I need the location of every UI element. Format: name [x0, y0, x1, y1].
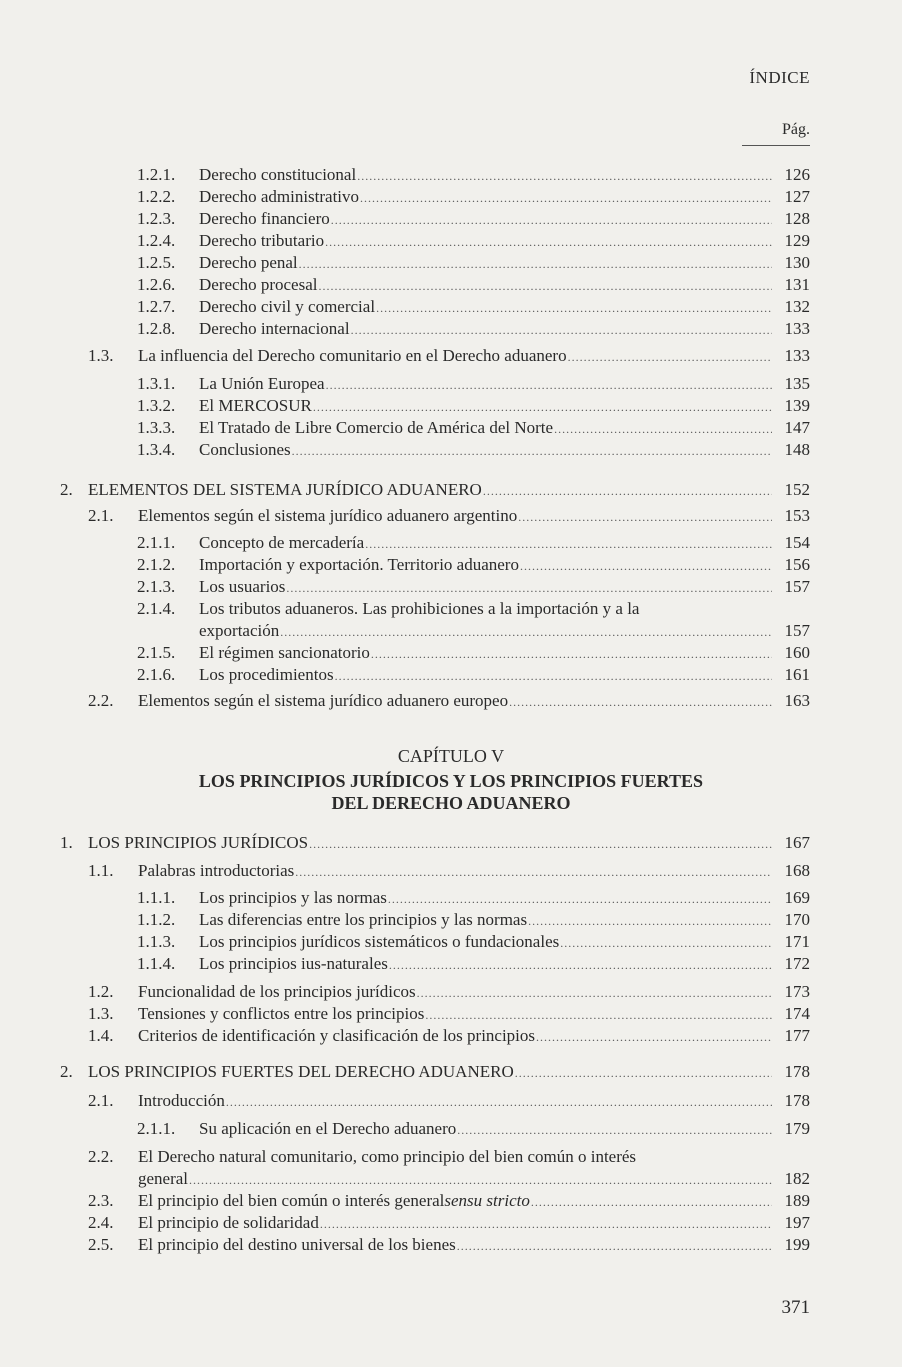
- dot-leader: [520, 555, 772, 577]
- dot-leader: [286, 577, 772, 599]
- toc-entry-page: 167: [784, 833, 810, 852]
- dot-leader: [309, 833, 772, 855]
- toc-entry: [137, 576, 810, 599]
- toc-entry: [137, 887, 810, 910]
- toc-entry-number: 1.1.4.: [137, 954, 176, 973]
- dot-leader: [509, 691, 772, 713]
- dot-leader: [371, 643, 772, 665]
- dot-leader: [389, 954, 772, 976]
- toc-entry: [137, 909, 810, 932]
- toc-entry-page: 174: [784, 1004, 810, 1023]
- toc-entry-page: 128: [784, 209, 810, 228]
- dot-leader: [360, 187, 772, 209]
- dot-leader: [457, 1119, 772, 1141]
- dot-leader: [365, 533, 772, 555]
- dot-leader: [313, 396, 772, 418]
- toc-entry: [88, 1090, 810, 1113]
- dot-leader: [560, 932, 772, 954]
- toc-entry: [137, 642, 810, 665]
- dot-leader: [292, 440, 772, 462]
- toc-entry-title: Derecho administrativo: [199, 187, 360, 206]
- toc-entry: [137, 395, 810, 418]
- toc-entry-number: 1.2.4.: [137, 231, 176, 250]
- toc-entry-title: Importación y exportación. Territorio aduanero: [199, 555, 519, 574]
- toc-entry-title: El régimen sancionatorio: [199, 643, 370, 662]
- toc-entry-title: Derecho tributario: [199, 231, 325, 250]
- toc-entry-title: Los tributos aduaneros. Las prohibiciones a la importación y a la: [199, 599, 640, 618]
- toc-entry: [137, 1118, 810, 1141]
- toc-entry-title: LOS PRINCIPIOS FUERTES DEL DERECHO ADUANERO: [88, 1062, 514, 1081]
- dot-leader: [417, 982, 772, 1004]
- dot-leader: [515, 1062, 772, 1084]
- toc-entry-title: Los usuarios: [199, 577, 286, 596]
- toc-entry-title: Las diferencias entre los principios y las normas: [199, 910, 528, 929]
- toc-entry-number: 1.: [60, 833, 73, 852]
- toc-entry-page: 189: [784, 1191, 810, 1210]
- toc-entry: [137, 186, 810, 209]
- dot-leader: [226, 1091, 772, 1113]
- dot-leader: [318, 275, 772, 297]
- toc-entry: [137, 554, 810, 577]
- toc-entry-number: 1.2.3.: [137, 209, 176, 228]
- toc-entry-page: 182: [784, 1169, 810, 1188]
- toc-entry-title: Derecho financiero: [199, 209, 330, 228]
- toc-entry-title-italic: sensu stricto: [444, 1191, 530, 1210]
- toc-entry-title: Elementos según el sistema jurídico aduanero argentino: [138, 506, 518, 525]
- dot-leader: [457, 1235, 772, 1257]
- toc-entry: [88, 345, 810, 368]
- toc-entry-number: 1.1.2.: [137, 910, 176, 929]
- toc-entry-title: Conclusiones: [199, 440, 291, 459]
- toc-entry: [199, 620, 810, 643]
- toc-entry-page: 135: [784, 374, 810, 393]
- toc-entry: [137, 296, 810, 319]
- toc-entry-page: 177: [784, 1026, 810, 1045]
- toc-entry-first-line: [137, 598, 810, 620]
- toc-entry-page: 170: [784, 910, 810, 929]
- toc-entry: [137, 164, 810, 187]
- toc-entry-number: 2.5.: [88, 1235, 114, 1254]
- toc-entry-page: 168: [784, 861, 810, 880]
- toc-entry: [60, 479, 810, 502]
- toc-entry-page: 157: [784, 621, 810, 640]
- toc-entry-title: Palabras introductorias: [138, 861, 295, 880]
- toc-entry: [137, 532, 810, 555]
- toc-entry-page: 163: [784, 691, 810, 710]
- toc-entry: [88, 860, 810, 883]
- toc-entry-title: El principio del bien común o interés general: [138, 1191, 445, 1210]
- toc-entry-number: 1.1.: [88, 861, 114, 880]
- toc-entry-title: Los principios y las normas: [199, 888, 387, 907]
- dot-leader: [528, 910, 772, 932]
- dot-leader: [189, 1169, 772, 1191]
- dot-leader: [335, 665, 772, 687]
- toc-entry: [137, 664, 810, 687]
- toc-entry: [137, 274, 810, 297]
- toc-entry-page: 179: [784, 1119, 810, 1138]
- toc-entry-title: Los principios ius-naturales: [199, 954, 388, 973]
- toc-entry: [137, 953, 810, 976]
- dot-leader: [326, 374, 772, 396]
- toc-entry-number: 1.2.8.: [137, 319, 176, 338]
- toc-entry-number: 2.2.: [88, 691, 114, 710]
- toc-entry-title: El Derecho natural comunitario, como principio del bien común o interés: [138, 1147, 637, 1166]
- chapter-title-line-2: DEL DERECHO ADUANERO: [331, 793, 571, 813]
- toc-entry-page: 157: [784, 577, 810, 596]
- toc-entry-number: 1.3.: [88, 1004, 114, 1023]
- toc-entry-page: 127: [784, 187, 810, 206]
- toc-entry-page: 133: [784, 346, 810, 365]
- toc-entry-title: Derecho constitucional: [199, 165, 357, 184]
- toc-entry: [137, 931, 810, 954]
- toc-entry-page: 178: [784, 1091, 810, 1110]
- toc-entry-page: 171: [784, 932, 810, 951]
- toc-entry-number: 2.1.: [88, 1091, 114, 1110]
- dot-leader: [483, 480, 772, 502]
- toc-entry-number: 2.: [60, 480, 73, 499]
- toc-entry-title: LOS PRINCIPIOS JURÍDICOS: [88, 833, 309, 852]
- toc-entry-page: 132: [784, 297, 810, 316]
- toc-entry-title: La Unión Europea: [199, 374, 325, 393]
- toc-entry-title: El principio del destino universal de los bienes: [138, 1235, 456, 1254]
- toc-entry-number: 1.1.1.: [137, 888, 176, 907]
- toc-entry-page: 131: [784, 275, 810, 294]
- toc-entry: [60, 832, 810, 855]
- chapter-label: CAPÍTULO V: [397, 746, 505, 766]
- toc-entry-page: 199: [784, 1235, 810, 1254]
- toc-entry: [88, 1234, 810, 1257]
- toc-entry-page: 169: [784, 888, 810, 907]
- toc-entry-number: 1.2.: [88, 982, 114, 1001]
- dot-leader: [325, 231, 772, 253]
- dot-leader: [295, 861, 772, 883]
- dot-leader: [388, 888, 772, 910]
- toc-entry-number: 2.2.: [88, 1147, 114, 1166]
- toc-entry-page: 148: [784, 440, 810, 459]
- dot-leader: [280, 621, 772, 643]
- toc-entry-title: Funcionalidad de los principios jurídicos: [138, 982, 416, 1001]
- dot-leader: [351, 319, 772, 341]
- toc-entry-number: 1.2.5.: [137, 253, 176, 272]
- dot-leader: [320, 1213, 772, 1235]
- toc-entry-number: 1.3.2.: [137, 396, 176, 415]
- toc-entry: [88, 981, 810, 1004]
- toc-entry-number: 1.2.2.: [137, 187, 176, 206]
- dot-leader: [357, 165, 772, 187]
- toc-entry-title: Derecho procesal: [199, 275, 318, 294]
- toc-entry-number: 1.3.: [88, 346, 114, 365]
- toc-entry-title: La influencia del Derecho comunitario en el Derecho aduanero: [138, 346, 567, 365]
- dot-leader: [536, 1026, 772, 1048]
- toc-entry-number: 2.1.3.: [137, 577, 176, 596]
- toc-entry-page: 161: [784, 665, 810, 684]
- chapter-title-line-1: LOS PRINCIPIOS JURÍDICOS Y LOS PRINCIPIOS FUERTES: [198, 771, 704, 791]
- toc-entry: [88, 690, 810, 713]
- toc-entry-title: Derecho civil y comercial: [199, 297, 376, 316]
- toc-entry-number: 2.1.6.: [137, 665, 176, 684]
- toc-entry-page: 129: [784, 231, 810, 250]
- toc-entry-number: 2.: [60, 1062, 73, 1081]
- toc-entry-number: 2.1.1.: [137, 533, 176, 552]
- toc-entry-page: 139: [784, 396, 810, 415]
- toc-entry-title: Criterios de identificación y clasificación de los principios: [138, 1026, 536, 1045]
- toc-entry-number: 1.3.1.: [137, 374, 176, 393]
- toc-entry-number: 2.1.2.: [137, 555, 176, 574]
- toc-entry-number: 2.1.5.: [137, 643, 176, 662]
- dot-leader: [531, 1191, 772, 1213]
- toc-entry-page: 156: [784, 555, 810, 574]
- toc-entry-page: 147: [784, 418, 810, 437]
- dot-leader: [554, 418, 772, 440]
- toc-entry-number: 1.2.6.: [137, 275, 176, 294]
- toc-entry: [137, 318, 810, 341]
- toc-entry-title: El principio de solidaridad: [138, 1213, 319, 1232]
- toc-entry: [137, 373, 810, 396]
- toc-entry-title: Su aplicación en el Derecho aduanero: [199, 1119, 457, 1138]
- page-number: 371: [781, 1297, 810, 1318]
- dot-leader: [331, 209, 772, 231]
- toc-entry: [88, 1212, 810, 1235]
- toc-entry-title: Tensiones y conflictos entre los principios: [138, 1004, 425, 1023]
- toc-entry-title: Introducción: [138, 1091, 225, 1110]
- toc-entry-number: 2.1.4.: [137, 599, 176, 618]
- toc-entry-number: 1.3.3.: [137, 418, 176, 437]
- toc-entry-page: 154: [784, 533, 810, 552]
- toc-entry: [88, 1190, 810, 1213]
- toc-entry-title: El Tratado de Libre Comercio de América del Norte: [199, 418, 554, 437]
- dot-leader: [376, 297, 772, 319]
- toc-entry-number: 1.1.3.: [137, 932, 176, 951]
- toc-entry: [88, 505, 810, 528]
- dot-leader: [425, 1004, 772, 1026]
- toc-entry-title: Derecho internacional: [199, 319, 350, 338]
- toc-entry-title: Elementos según el sistema jurídico aduanero europeo: [138, 691, 509, 710]
- toc-entry: [60, 1061, 810, 1084]
- toc-entry: [138, 1168, 810, 1191]
- toc-entry-number: 2.3.: [88, 1191, 114, 1210]
- toc-entry: [88, 1003, 810, 1026]
- toc-entry-page: 172: [784, 954, 810, 973]
- toc-entry-title: Los procedimientos: [199, 665, 334, 684]
- running-head: ÍNDICE: [749, 68, 810, 87]
- toc-entry: [137, 417, 810, 440]
- toc-entry: [137, 208, 810, 231]
- toc-entry-number: 2.4.: [88, 1213, 114, 1232]
- toc-entry-title: El MERCOSUR: [199, 396, 312, 415]
- toc-entry: [137, 252, 810, 275]
- toc-entry-page: 178: [784, 1062, 810, 1081]
- toc-entry-title: Derecho penal: [199, 253, 298, 272]
- toc-entry-title: ELEMENTOS DEL SISTEMA JURÍDICO ADUANERO: [88, 480, 482, 499]
- toc-entry-page: 173: [784, 982, 810, 1001]
- toc-entry-page: 126: [784, 165, 810, 184]
- toc-entry-number: 2.1.: [88, 506, 114, 525]
- toc-entry-page: 160: [784, 643, 810, 662]
- toc-entry: [88, 1025, 810, 1048]
- toc-entry-page: 152: [784, 480, 810, 499]
- toc-entry-title: Los principios jurídicos sistemáticos o fundacionales: [199, 932, 560, 951]
- toc-entry: [137, 230, 810, 253]
- toc-entry-title: Concepto de mercadería: [199, 533, 365, 552]
- page-column-label: Pág.: [742, 121, 810, 146]
- toc-entry-first-line: [88, 1146, 810, 1168]
- dot-leader: [518, 506, 772, 528]
- toc-entry-title-continued: general: [138, 1169, 189, 1188]
- toc-entry-number: 1.3.4.: [137, 440, 176, 459]
- toc-entry-title-continued: exportación: [199, 621, 280, 640]
- chapter-title: [0, 770, 902, 814]
- toc-entry-page: 133: [784, 319, 810, 338]
- toc-entry: [137, 439, 810, 462]
- toc-entry-page: 197: [784, 1213, 810, 1232]
- toc-entry-page: 130: [784, 253, 810, 272]
- toc-entry-number: 1.4.: [88, 1026, 114, 1045]
- dot-leader: [568, 346, 772, 368]
- toc-entry-number: 1.2.7.: [137, 297, 176, 316]
- dot-leader: [299, 253, 772, 275]
- toc-entry-number: 2.1.1.: [137, 1119, 176, 1138]
- toc-entry-number: 1.2.1.: [137, 165, 176, 184]
- toc-entry-page: 153: [784, 506, 810, 525]
